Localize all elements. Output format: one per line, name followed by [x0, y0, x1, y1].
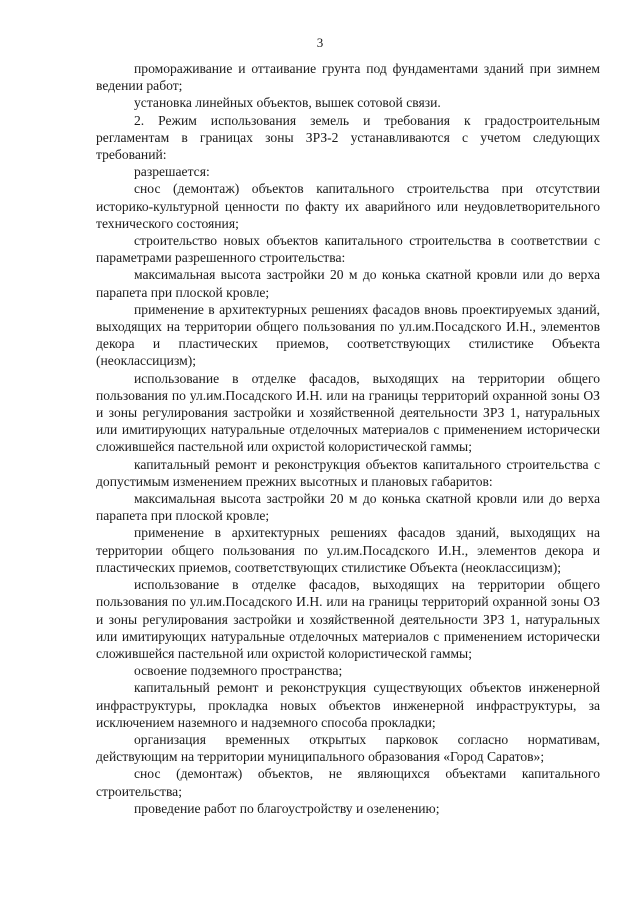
page-number: 3 — [316, 35, 324, 50]
paragraph-new-construction: строительство новых объектов капитального строительства в соответствии с параметрами разрешенного строительства: — [96, 233, 600, 266]
paragraph-non-capital-demolition: снос (демонтаж) объектов, не являющихся объектами капитального строительства; — [96, 766, 600, 799]
paragraph-allowed-heading: разрешается: — [134, 164, 210, 180]
paragraph-facade-design-renovation: применение в архитектурных решениях фасадов зданий, выходящих на территории общего пользования по ул.им.Посадского И.Н., элементов декора и пластических приемов, соответствующих стилистике Объекта (неоклассицизм); — [96, 525, 600, 575]
paragraph-landscaping: проведение работ по благоустройству и озеленению; — [134, 800, 440, 816]
paragraph-max-height-renovation: максимальная высота застройки 20 м до конька скатной кровли или до верха парапета при плоской кровле; — [96, 491, 600, 524]
document-body — [96, 60, 600, 817]
paragraph-facade-finish-renovation: использование в отделке фасадов, выходящих на территории общего пользования по ул.им.Посадского И.Н. или на границы территорий охранной зоны ОЗ и зоны регулирования застройки и хозяйственной деятельности ЗРЗ 1, натуральных или имитирующих натуральные отделочных материалов с применением исторически сложившейся пастельной или охристой колористической гаммы; — [96, 577, 600, 661]
paragraph-frost-heave: промораживание и оттаивание грунта под фундаментами зданий при зимнем ведении работ; — [96, 61, 600, 94]
paragraph-engineering-infrastructure: капитальный ремонт и реконструкция существующих объектов инженерной инфраструктуры, прокладка новых объектов инженерной инфраструктуры, за исключением наземного и надземного способа прокладки; — [96, 680, 600, 730]
paragraph-demolition: снос (демонтаж) объектов капитального строительства при отсутствии историко-культурной ценности по факту их аварийного или неудовлетворительного технического состояния; — [96, 181, 600, 231]
paragraph-linear-objects: установка линейных объектов, вышек сотовой связи. — [134, 95, 441, 111]
paragraph-temporary-parking: организация временных открытых парковок согласно нормативам, действующим на территории муниципального образования «Город Саратов»; — [96, 731, 600, 765]
paragraph-facade-finish-new: использование в отделке фасадов, выходящих на территории общего пользования по ул.им.Посадского И.Н. или на границы территорий охранной зоны ОЗ и зоны регулирования застройки и хозяйственной деятельности ЗРЗ 1, натуральных или имитирующих натуральные отделочных материалов с применением исторически сложившейся пастельной или охристой колористической гаммы; — [96, 370, 600, 455]
paragraph-max-height-new: максимальная высота застройки 20 м до конька скатной кровли или до верха парапета при плоской кровле; — [96, 267, 600, 300]
paragraph-underground-space: освоение подземного пространства; — [134, 663, 343, 679]
paragraph-facade-design-new: применение в архитектурных решениях фасадов вновь проектируемых зданий, выходящих на территории общего пользования по ул.им.Посадского И.Н., элементов декора и пластических приемов, соответствующих стилистике Объекта (неоклассицизм); — [96, 301, 600, 369]
paragraph-renovation: капитальный ремонт и реконструкция объектов капитального строительства с допустимым изменением прежних высотных и плановых габаритов: — [96, 456, 600, 489]
paragraph-zrz2-regime: 2. Режим использования земель и требования к градостроительным регламентам в границах зоны ЗРЗ-2 устанавливаются с учетом следующих требований: — [96, 112, 600, 163]
